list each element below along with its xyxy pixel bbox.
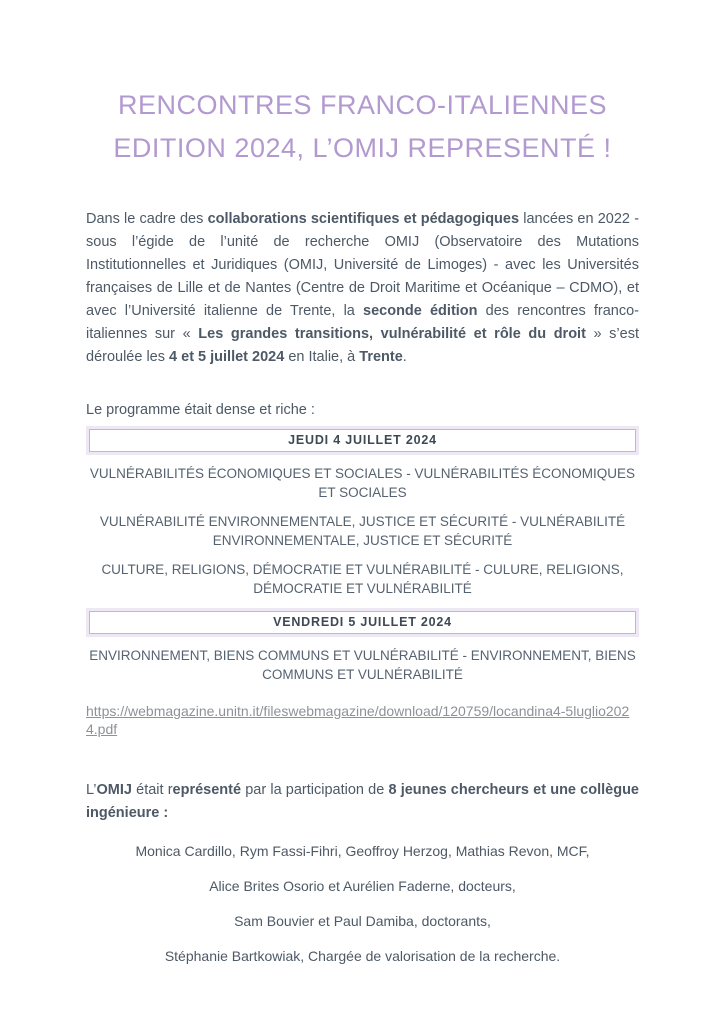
page-title (86, 84, 639, 170)
day2-sessions (86, 646, 639, 684)
day2-banner-label: VENDREDI 5 JUILLET 2024 (89, 611, 636, 634)
participants-names (86, 841, 639, 967)
program-lead: Le programme était dense et riche : (86, 402, 315, 418)
participant-line: Sam Bouvier et Paul Damiba, doctorants, (234, 913, 491, 929)
document-content (86, 84, 639, 967)
day1-sessions (86, 464, 639, 598)
session-title: VULNÉRABILITÉ ENVIRONNEMENTALE, JUSTICE ET SÉCURITÉ - VULNÉRABILITÉ ENVIRONNEMENTALE, JUSTICE ET SÉCURITÉ (99, 514, 626, 548)
intro-paragraph: Dans le cadre des collaborations scientifiques et pédagogiques lancées en 2022 - sous l’égide de l’unité de recherche OMIJ (Observatoire des Mutations Institutionnelles et Juridiques (OMIJ, Université de Limoges) - avec les Universités françaises de Lille et de Nantes (Centre de Droit Maritime et Océanique – CDMO), et avec l’Université italienne de Trente, la seconde édition des rencontres franco-italiennes sur « Les grandes transitions, vulnérabilité et rôle du droit » s’est déroulée les 4 et 5 juillet 2024 en Italie, à Trente. (86, 211, 640, 365)
program-pdf-link[interactable]: https://webmagazine.unitn.it/fileswebmagazine/download/120759/locandina4-5luglio2024.pdf (86, 703, 630, 737)
session-title: VULNÉRABILITÉS ÉCONOMIQUES ET SOCIALES - VULNÉRABILITÉS ÉCONOMIQUES ET SOCIALES (89, 466, 636, 500)
participant-line: Alice Brites Osorio et Aurélien Faderne, docteurs, (209, 878, 516, 894)
page-title-line-1: RENCONTRES FRANCO-ITALIENNES (117, 90, 608, 120)
participants-paragraph: L’OMIJ était représenté par la participation de 8 jeunes chercheurs et une collègue ingénieure : (86, 782, 639, 821)
participant-line: Monica Cardillo, Rym Fassi-Fihri, Geoffroy Herzog, Mathias Revon, MCF, (135, 843, 590, 859)
participant-line: Stéphanie Bartkowiak, Chargée de valorisation de la recherche. (164, 948, 561, 964)
day1-banner-label: JEUDI 4 JUILLET 2024 (89, 429, 636, 452)
session-title: CULTURE, RELIGIONS, DÉMOCRATIE ET VULNÉRABILITÉ - CULURE, RELIGIONS, DÉMOCRATIE ET VULNÉRABILITÉ (101, 562, 624, 596)
page-title-line-2: EDITION 2024, L’OMIJ REPRESENTÉ ! (113, 133, 612, 163)
day2-banner (86, 608, 639, 637)
day1-banner (86, 426, 639, 455)
session-title: ENVIRONNEMENT, BIENS COMMUNS ET VULNÉRABILITÉ - ENVIRONNEMENT, BIENS COMMUNS ET VULNÉRABILITÉ (89, 648, 636, 682)
